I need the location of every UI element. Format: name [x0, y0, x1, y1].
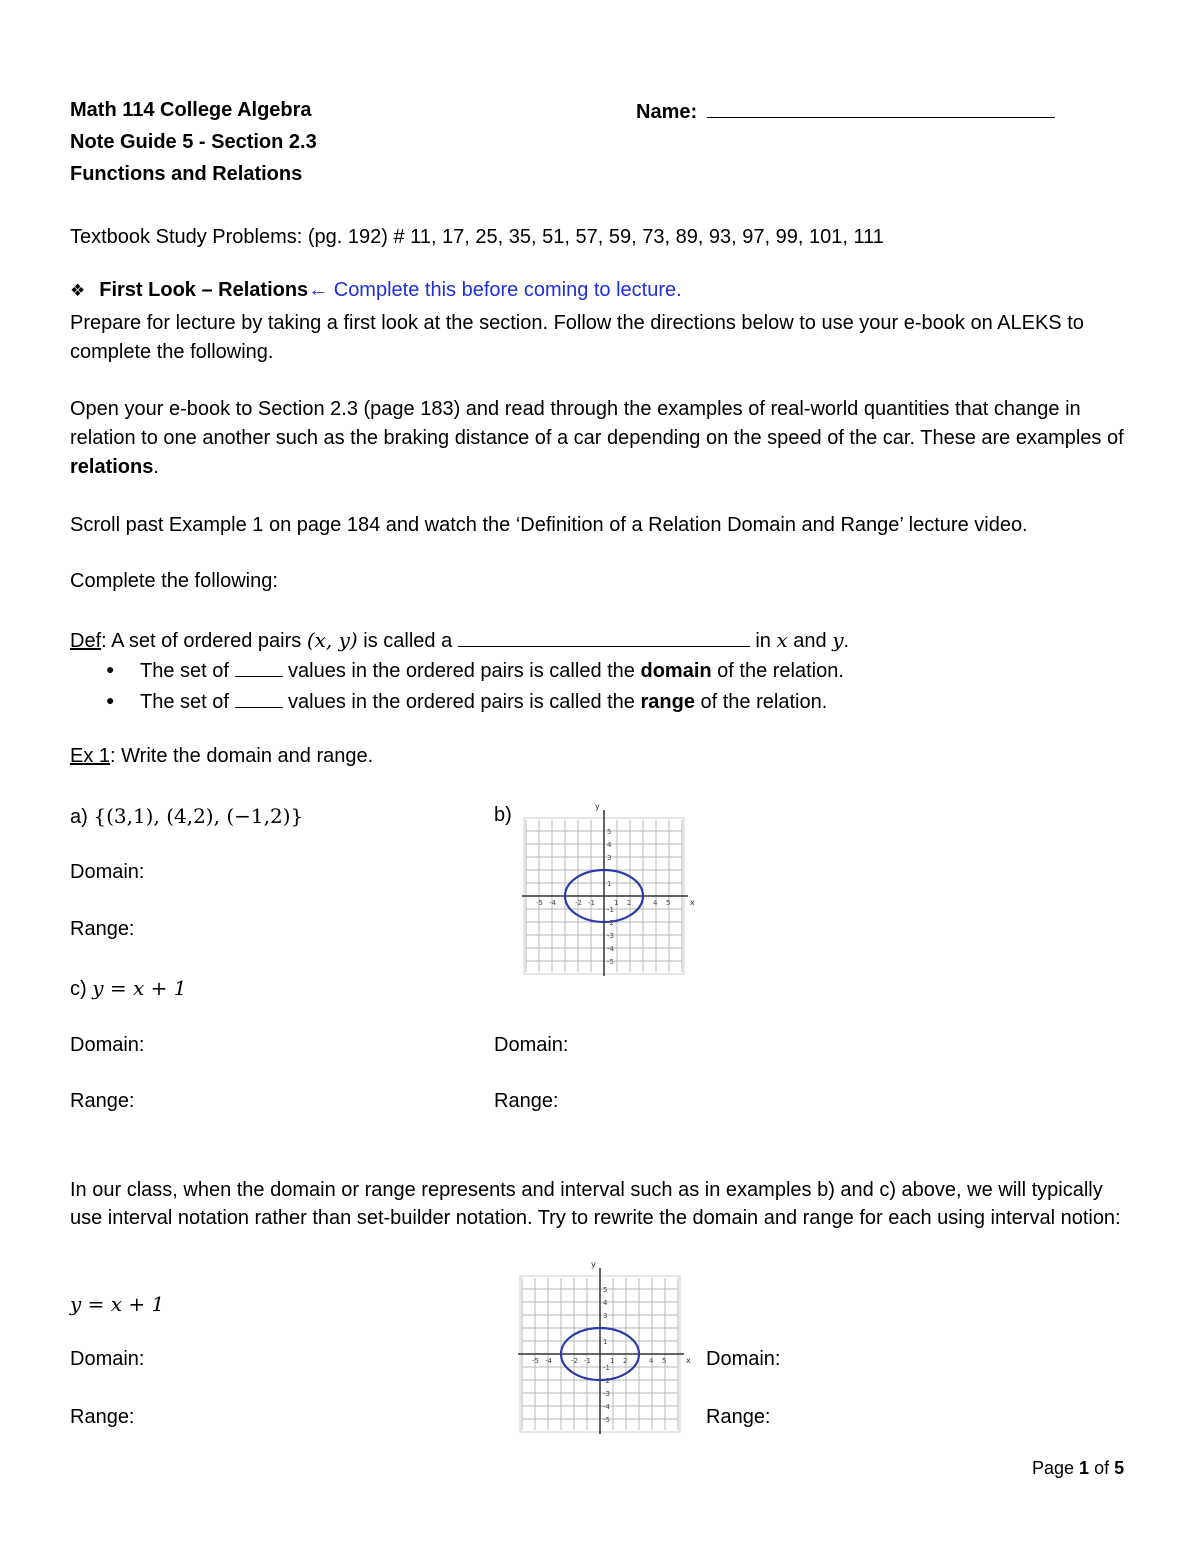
- x-tick-label: -4: [549, 899, 556, 907]
- x-axis-label: x: [690, 898, 695, 907]
- x-tick-label: -5: [536, 899, 543, 907]
- x-tick-label: -1: [588, 899, 595, 907]
- x-tick-label: -5: [532, 1357, 539, 1365]
- y-tick-label: -3: [607, 932, 614, 940]
- y-tick-label: 3: [607, 854, 612, 862]
- ordered-pair-set: {(3,1), (4,2), (−1,2)}: [93, 804, 304, 828]
- relation-blank[interactable]: [458, 628, 750, 647]
- y-tick-label: 4: [603, 1299, 608, 1307]
- y-tick-label: -3: [603, 1390, 610, 1398]
- y-tick-label: -5: [607, 958, 614, 966]
- y-tick-label: -2: [603, 1377, 610, 1385]
- x-tick-label: -4: [545, 1357, 552, 1365]
- x-tick-label: -2: [571, 1357, 578, 1365]
- y-axis-label: y: [595, 802, 600, 811]
- first-look-note: ← Complete this before coming to lecture.: [308, 279, 682, 301]
- complete-following: Complete the following:: [70, 570, 278, 592]
- example1-b-domain: Domain:: [494, 1034, 569, 1056]
- y-tick-label: 1: [603, 1338, 608, 1346]
- x-tick-label: 2: [627, 899, 632, 907]
- interval-left-range: Range:: [70, 1406, 135, 1428]
- topic-title: Functions and Relations: [70, 163, 303, 185]
- first-look-intro: Prepare for lecture by taking a first look at the section. Follow the directions below to use your e-book on ALEKS to complete the following.: [70, 312, 1084, 363]
- ordered-pair: (x, y): [306, 628, 358, 652]
- x-axis-label: x: [686, 1356, 691, 1365]
- def-label: Def: [70, 630, 102, 652]
- study-problems: Textbook Study Problems: (pg. 192) # 11, 17, 25, 35, 51, 57, 59, 73, 89, 93, 97, 99, 101, 111: [70, 226, 884, 248]
- y-tick-label: -2: [607, 919, 614, 927]
- name-blank[interactable]: [707, 99, 1055, 118]
- example1-c: c) y = x + 1: [70, 976, 187, 1000]
- y-tick-label: -1: [603, 1364, 610, 1372]
- first-look-heading: [70, 279, 682, 302]
- x-tick-label: -2: [575, 899, 582, 907]
- y-axis-label: y: [591, 1260, 596, 1269]
- first-look-open: Open your e-book to Section 2.3 (page 183) and read through the examples of real-world quantities that change in relation to one another such as the braking distance of a car depending on the speed of the car. These are examples of relations.: [70, 398, 1124, 478]
- x-tick-label: 2: [623, 1357, 628, 1365]
- name-field[interactable]: [636, 99, 1055, 124]
- y-tick-label: -5: [603, 1416, 610, 1424]
- interval-right-range: Range:: [706, 1406, 771, 1428]
- example1-c-domain: Domain:: [70, 1034, 145, 1056]
- example1-b-range: Range:: [494, 1090, 559, 1112]
- x-tick-label: 1: [614, 899, 619, 907]
- y-tick-label: 4: [607, 841, 612, 849]
- guide-title: Note Guide 5 - Section 2.3: [70, 131, 317, 153]
- example1-c-range: Range:: [70, 1090, 135, 1112]
- interval-paragraph: In our class, when the domain or range represents and interval such as in examples b) and c) above, we will typically use interval notation rather than set-builder notation. Try to rewrite the domain and range for each using interval notion:: [70, 1179, 1121, 1229]
- equation: y = x + 1: [92, 976, 187, 1000]
- x-tick-label: 5: [662, 1357, 667, 1365]
- page-number: Page 1 of 5: [1032, 1458, 1125, 1478]
- range-bullet: The set of values in the ordered pairs is called the range of the relation.: [140, 691, 828, 713]
- example1-a-range: Range:: [70, 918, 135, 940]
- x-tick-label: 5: [666, 899, 671, 907]
- example1-b-label: b): [494, 804, 512, 826]
- y-tick-label: 5: [603, 1286, 608, 1294]
- y-tick-label: -1: [607, 906, 614, 914]
- x-tick-label: 1: [610, 1357, 615, 1365]
- x-tick-label: 4: [649, 1357, 654, 1365]
- bullet-dot-icon: ●: [106, 692, 115, 708]
- bullet-dot-icon: ●: [106, 661, 115, 677]
- ellipse-graph-1: [516, 800, 696, 978]
- y-tick-label: -4: [603, 1403, 610, 1411]
- first-look-scroll: Scroll past Example 1 on page 184 and watch the ‘Definition of a Relation Domain and Range’ lecture video.: [70, 514, 1028, 536]
- ellipse-graph-2: [512, 1258, 692, 1436]
- x-tick-label: -1: [584, 1357, 591, 1365]
- y-tick-label: 1: [607, 880, 612, 888]
- range-blank[interactable]: [235, 689, 283, 708]
- first-look-title: First Look – Relations: [99, 279, 309, 301]
- y-tick-label: 5: [607, 828, 612, 836]
- example1-a: a) {(3,1), (4,2), (−1,2)}: [70, 804, 304, 828]
- domain-blank[interactable]: [235, 658, 283, 677]
- course-title: Math 114 College Algebra: [70, 99, 312, 121]
- x-tick-label: 4: [653, 899, 658, 907]
- diamond-bullet-icon: ❖: [70, 281, 86, 300]
- example1-heading: Ex 1: Write the domain and range.: [70, 745, 374, 767]
- interval-right-domain: Domain:: [706, 1348, 781, 1370]
- y-tick-label: -4: [607, 945, 614, 953]
- example1-a-domain: Domain:: [70, 861, 145, 883]
- name-label: Name:: [636, 101, 698, 123]
- interval-equation: y = x + 1: [70, 1292, 165, 1316]
- y-tick-label: 3: [603, 1312, 608, 1320]
- interval-left-domain: Domain:: [70, 1348, 145, 1370]
- definition-line: Def: A set of ordered pairs (x, y) is called a in x and y.: [70, 628, 850, 652]
- domain-bullet: The set of values in the ordered pairs is called the domain of the relation.: [140, 660, 844, 682]
